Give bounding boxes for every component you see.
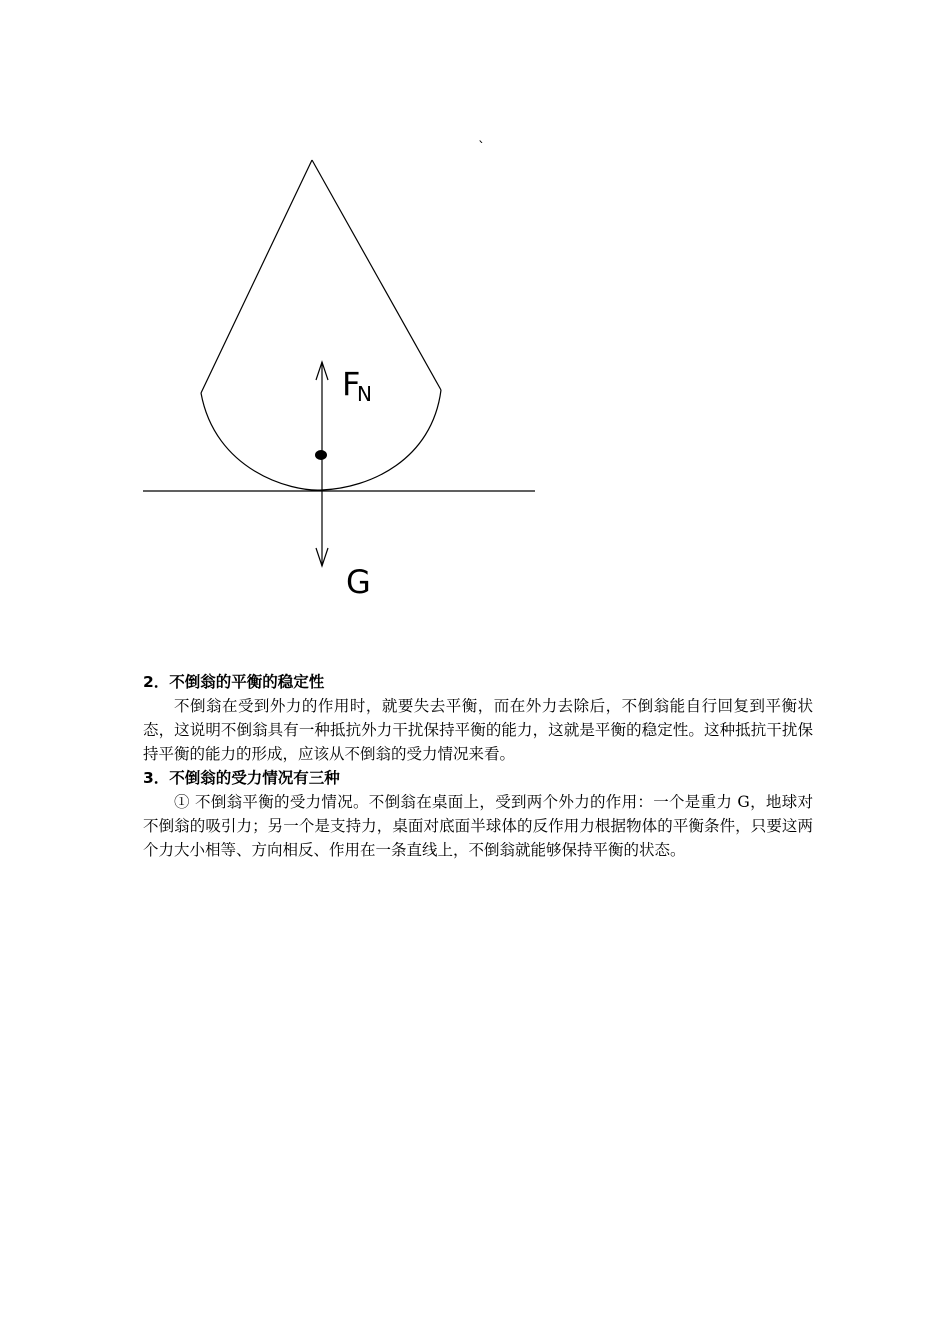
cone-right-side	[312, 160, 441, 390]
stray-mark: `	[478, 140, 485, 156]
section-3-paragraph: ① 不倒翁平衡的受力情况。不倒翁在桌面上，受到两个外力的作用：一个是重力 G，地球对不倒翁的吸引力；另一个是支持力，桌面对底面半球体的反作用力根据物体的平衡条件，只要这两个力大小相等、方向相反、作用在一条直线上，不倒翁就能够保持平衡的状态。	[143, 793, 813, 859]
tumbler-force-diagram	[0, 0, 950, 620]
section-2-paragraph: 不倒翁在受到外力的作用时，就要失去平衡，而在外力去除后，不倒翁能自行回复到平衡状态，这说明不倒翁具有一种抵抗外力干扰保持平衡的能力，这就是平衡的稳定性。这种抵抗干扰保持平衡的能力的形成，应该从不倒翁的受力情况来看。	[143, 697, 813, 763]
normal-force-label: F	[342, 365, 361, 403]
center-of-mass-dot	[315, 450, 327, 460]
cone-left-side	[201, 160, 312, 393]
section-3-heading: 3．不倒翁的受力情况有三种	[143, 769, 340, 787]
gravity-label: G	[346, 563, 371, 601]
hemisphere-base	[201, 390, 441, 490]
normal-force-subscript: N	[357, 382, 372, 406]
document-text	[143, 670, 813, 862]
section-2-heading: 2．不倒翁的平衡的稳定性	[143, 673, 325, 691]
